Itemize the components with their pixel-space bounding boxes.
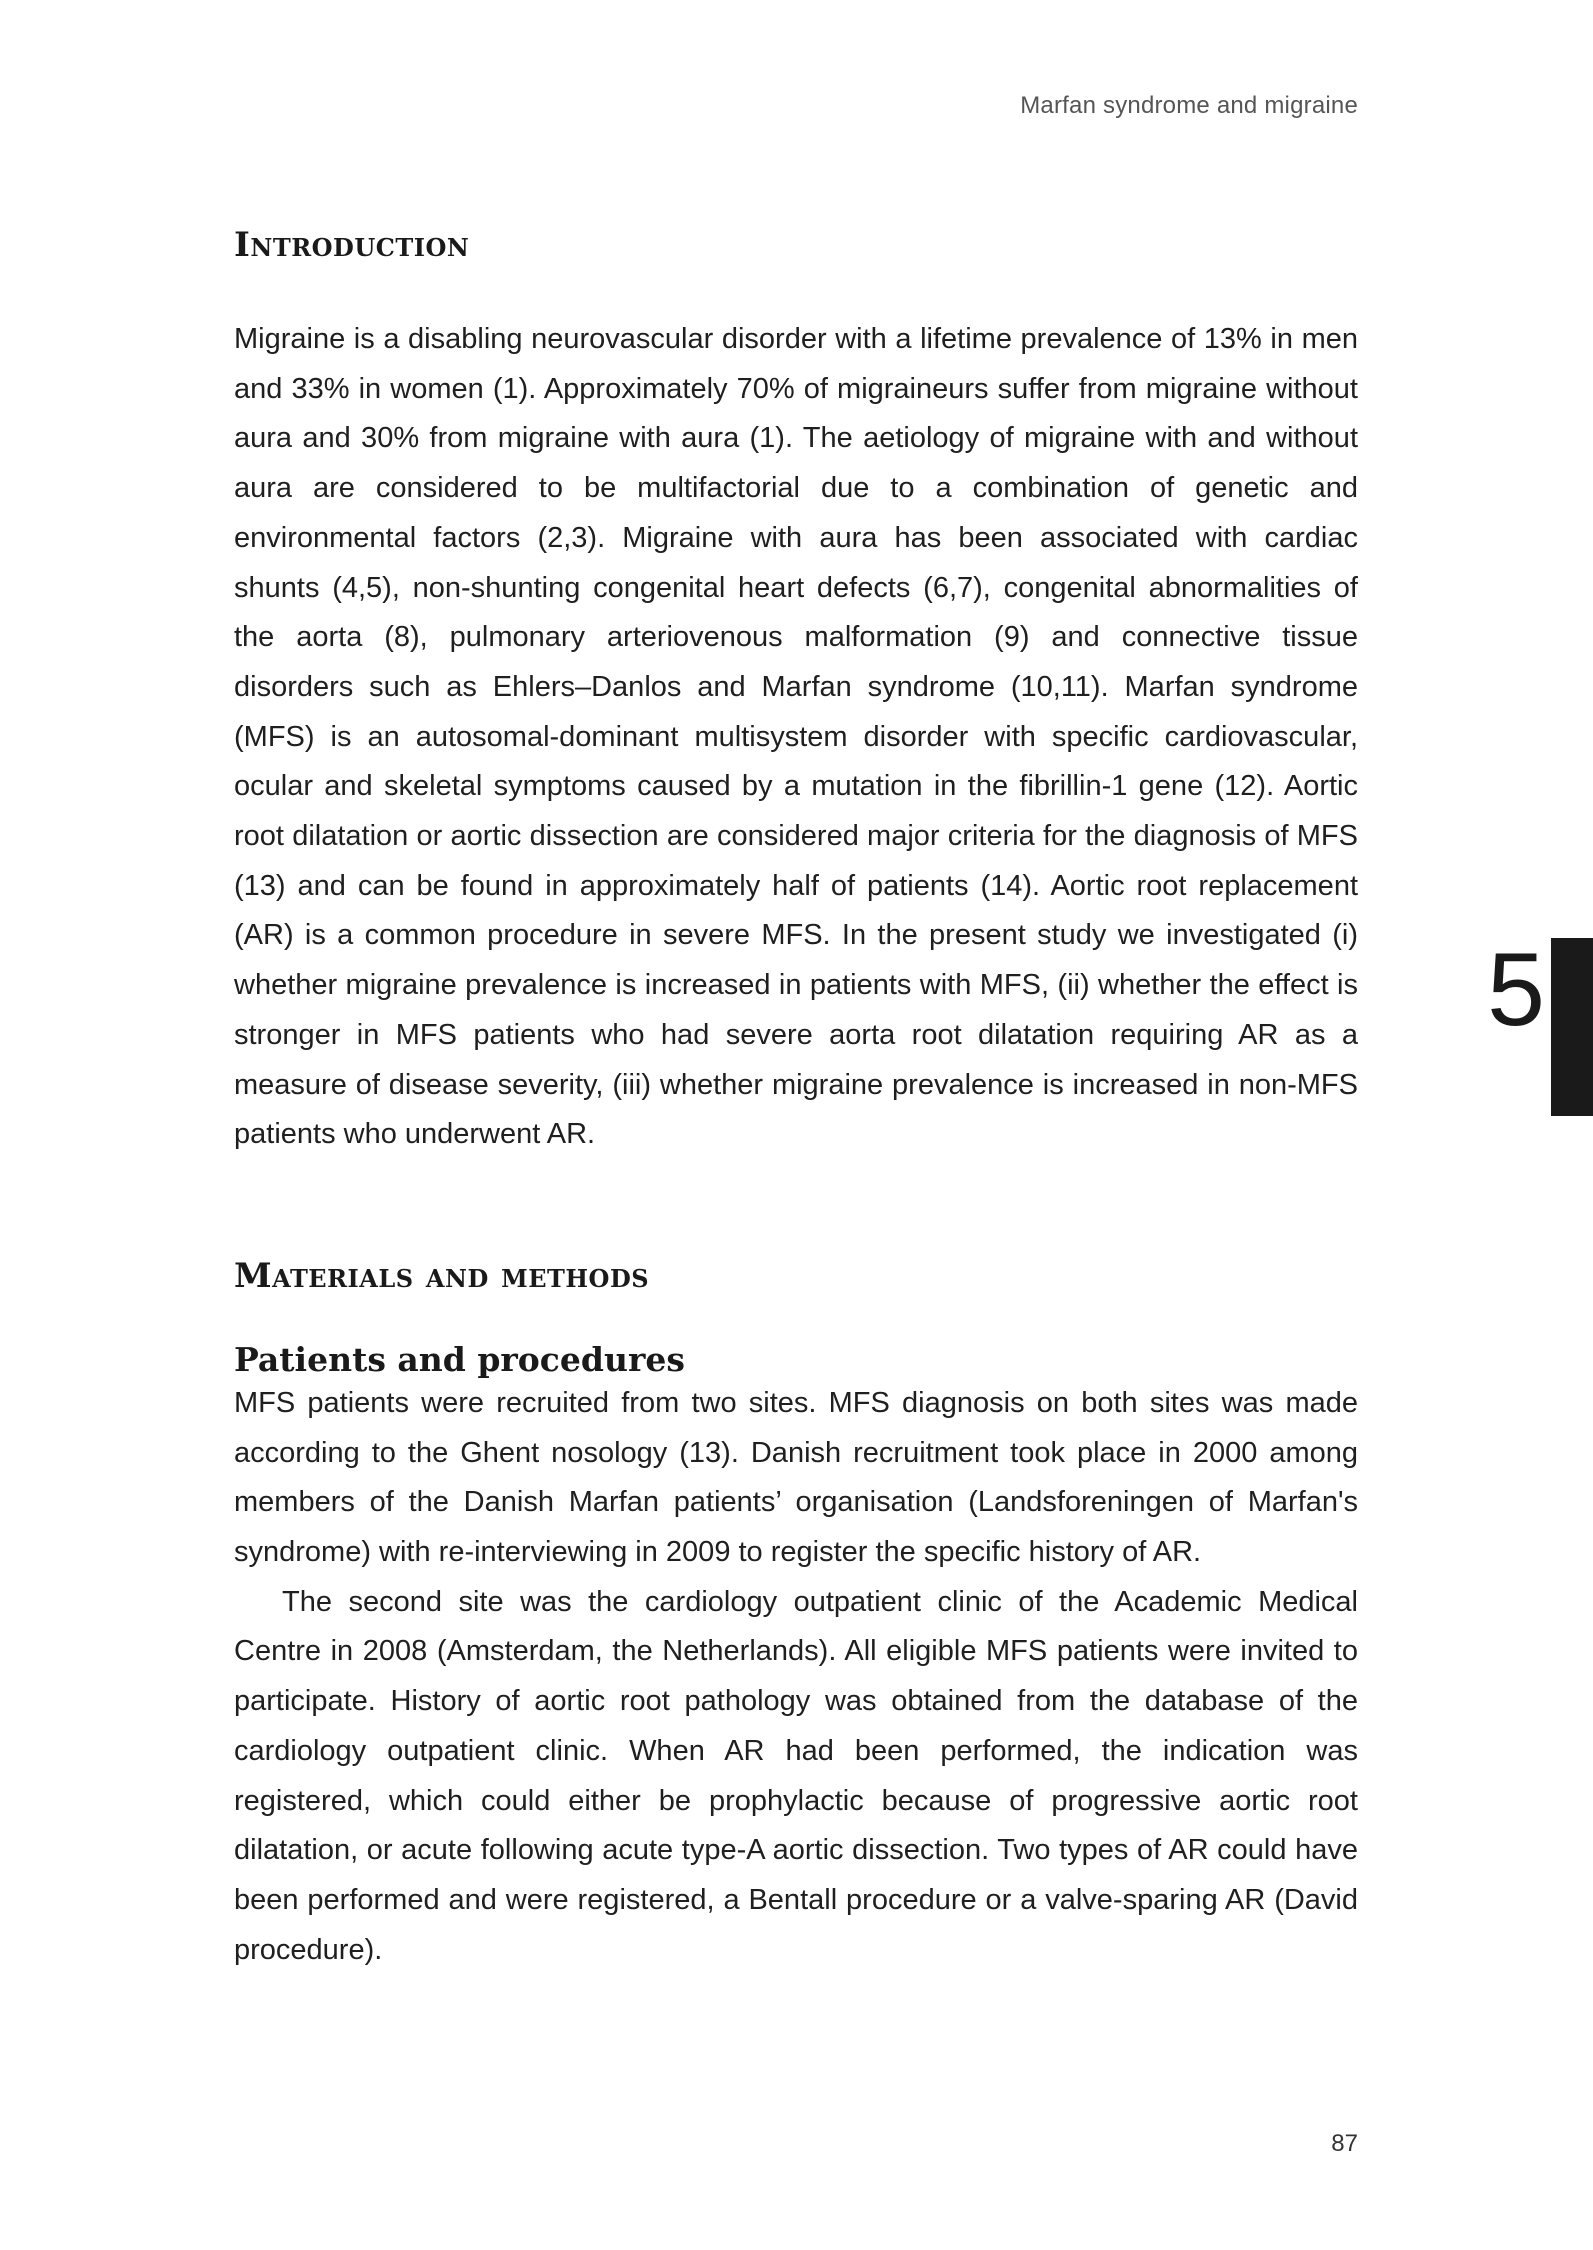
page-content (234, 225, 1358, 1975)
methods-paragraph-2: The second site was the cardiology outpatient clinic of the Academic Medical Centre in 2008 (Amsterdam, the Netherlands). All eligible MFS patients were invited to participate. History of aortic root pathology was obtained from the database of the cardiology outpatient clinic. When AR had been performed, the indication was registered, which could either be prophylactic because of progressive aortic root dilatation, or acute following acute type-A aortic dissection. Two types of AR could have been performed and were registered, a Bentall procedure or a valve-sparing AR (David procedure). (234, 1585, 1358, 1966)
methods-paragraph-1: MFS patients were recruited from two sites. MFS diagnosis on both sites was made according to the Ghent nosology (13). Danish recruitment took place in 2000 among members of the Danish Marfan patients’ organisation (Landsforeningen of Marfan's syndrome) with re-interviewing in 2009 to register the specific history of AR. (234, 1386, 1358, 1569)
introduction-heading: Introduction (234, 225, 470, 265)
chapter-tab-marker (1551, 938, 1593, 1116)
methods-heading: Materials and methods (234, 1255, 650, 1296)
page-number: 87 (1331, 2130, 1358, 2157)
patients-procedures-heading: Patients and procedures (234, 1339, 685, 1379)
chapter-number: 5 (1487, 932, 1545, 1048)
running-head: Marfan syndrome and migraine (1020, 92, 1358, 119)
introduction-paragraph: Migraine is a disabling neurovascular disorder with a lifetime prevalence of 13% in men and 33% in women (1). Approximately 70% of migraineurs suffer from migraine without aura and 30% from migraine with aura (1). The aetiology of migraine with and without aura are considered to be multifactorial due to a combination of genetic and environmental factors (2,3). Migraine with aura has been associated with cardiac shunts (4,5), non-shunting congenital heart defects (6,7), congenital abnormalities of the aorta (8), pulmonary arteriovenous malformation (9) and connective tissue disorders such as Ehlers–Danlos and Marfan syndrome (10,11). Marfan syndrome (MFS) is an autosomal-dominant multisystem disorder with specific cardiovascular, ocular and skeletal symptoms caused by a mutation in the fibrillin-1 gene (12). Aortic root dilatation or aortic dissection are considered major criteria for the diagnosis of MFS (13) and can be found in approximately half of patients (14). Aortic root replacement (AR) is a common procedure in severe MFS. In the present study we investigated (i) whether migraine prevalence is increased in patients with MFS, (ii) whether the effect is stronger in MFS patients who had severe aorta root dilatation requiring AR as a measure of disease severity, (iii) whether migraine prevalence is increased in non-MFS patients who underwent AR. (234, 323, 1358, 1151)
